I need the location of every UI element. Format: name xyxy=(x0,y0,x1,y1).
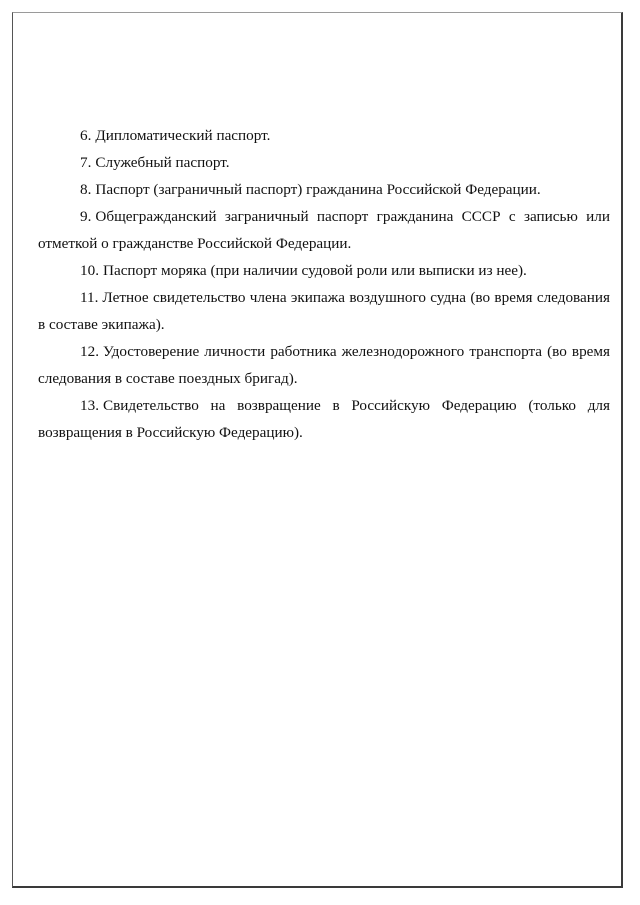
list-item xyxy=(38,203,610,257)
item-number: 10. xyxy=(80,262,99,279)
item-number: 9. xyxy=(80,208,92,225)
list-item xyxy=(38,122,610,149)
item-number: 8. xyxy=(80,181,92,198)
item-text: Паспорт (заграничный паспорт) гражданина Российской Федерации. xyxy=(95,181,541,198)
item-text: Служебный паспорт. xyxy=(95,154,230,171)
item-number: 11. xyxy=(80,289,99,306)
item-text: Общегражданский заграничный паспорт гражданина СССР с записью или отметкой о гражданстве Российской Федерации. xyxy=(38,208,610,252)
item-number: 13. xyxy=(80,397,99,414)
item-text: Паспорт моряка (при наличии судовой роли или выписки из нее). xyxy=(102,262,527,279)
list-item xyxy=(38,284,610,338)
item-number: 6. xyxy=(80,127,92,144)
item-text: Удостоверение личности работника железнодорожного транспорта (во время следования в составе поездных бригад). xyxy=(38,343,610,387)
list-item xyxy=(38,338,610,392)
list-item xyxy=(38,149,610,176)
item-text: Свидетельство на возвращение в Российскую Федерацию (только для возвращения в Российскую Федерацию). xyxy=(38,397,610,441)
list-item xyxy=(38,176,610,203)
item-number: 12. xyxy=(80,343,99,360)
item-text: Дипломатический паспорт. xyxy=(95,127,271,144)
item-text: Летное свидетельство члена экипажа воздушного судна (во время следования в составе экипажа). xyxy=(38,289,610,333)
item-number: 7. xyxy=(80,154,92,171)
document-body xyxy=(38,122,610,446)
list-item xyxy=(38,257,610,284)
list-item xyxy=(38,392,610,446)
